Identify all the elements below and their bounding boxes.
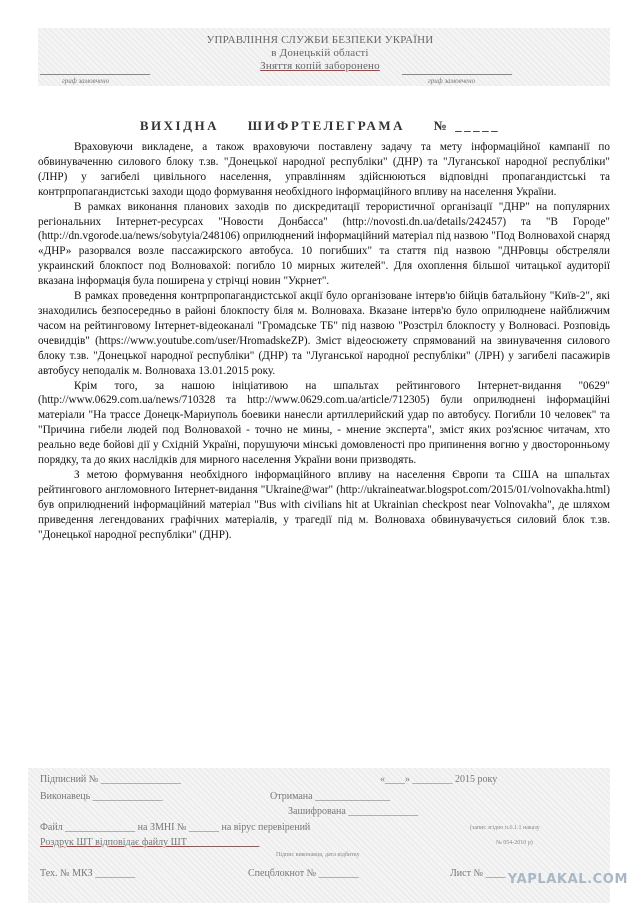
paragraph: В рамках проведення контрпропагандистської акції було організоване інтерв'ю бійців батальйону "Київ-2", які знаходились безпосередньо в районі блокпосту біля м. Волноваха. Вказане інтерв'ю було оприлюднене найближчим часом на рейтинговому Інтернет-відеоканалі "Громадське ТБ" під назвою "Розстріл блокпосту у Волновасі. Розповідь очевидців" (https://www.youtube.com/user/HromadskeZP). Зміст відеосюжету спрямований на звинувачення силового блоку т.зв. "Донецької народної республіки" (ДНР) та "Луганської народної республіки" (ЛРН) у загибелі пасажирів автобусу неподалік м. Волноваха 13.01.2015 року. (38, 290, 610, 377)
header-organization: УПРАВЛІННЯ СЛУЖБИ БЕЗПЕКИ УКРАЇНИ (206, 34, 434, 46)
document-body (38, 140, 610, 542)
stamp-line-right (402, 74, 512, 75)
footer-tech: Тех. № МКЗ ________ (40, 868, 136, 879)
footer-file-note: (запис згідно п.6.1.1 наказу (470, 825, 540, 831)
stamp-label-left: гриф замовчено (62, 77, 110, 85)
header-region: в Донецькій області (271, 47, 369, 59)
stamp-label-right: гриф замовчено (428, 77, 476, 85)
paragraph: З метою формування необхідного інформаційного впливу на населення Європи та США на шпальтах рейтингового англомовного Інтернет-видання "Ukraine@war" (http://ukraineatwar.blogspot.com/2015/01/volnovakha.html) був оприлюднений інформаційний матеріал "Bus with civilians hit at Ukrainian checkpost near Volnovakha", де шляхом приведення легендованих графічних матеріалів, у трагедії під м. Волноваха обвинувачується силовий блок т.зв. "Донецької народної республіки" (ДНР). (38, 468, 610, 541)
paragraph: Враховуючи викладене, а також враховуючи поставлену задачу та мету інформаційної кампанії по обвинуваченню силового блоку т.зв. "Донецької народної республіки" (ДНР) та "Луганської народної республіки" (ЛНР) у загибелі цивільного населення, управлінням здійснюються відповідні пропагандистські та контрпропагандистські заходи щодо формування необхідного інформаційного впливу на населення України. (38, 141, 610, 198)
classification-stamps (0, 70, 640, 84)
footer-executor: Виконавець ______________ (40, 791, 163, 802)
stamp-line-left (40, 74, 150, 75)
paragraph: Крім того, за нашою ініціативою на шпальтах рейтингового Інтернет-видання "0629" (http://www.0629.com.ua/news/710328 та http://www.0629.com.ua/article/712305) були оприлюднені інформаційні матеріали "На трассе Донецк-Мариуполь боевики нанесли артиллерийский удар по автобусу. Погибли 10 человек" та "Причина гибели людей под Волновахой - точно не мины, - мнение эксперта", зміст яких роз'яснює читачам, хто реально веде бойові дії у Східній Україні, порушуючи мінські домовленості про припинення вогню у двосторонньому порядку, та до яких наслідків для мирного населення України вони призводять. (38, 379, 610, 467)
footer-recorded: Зашифрована ______________ (288, 806, 419, 817)
footer-signed: Підписний № ________________ (40, 774, 181, 785)
paragraph: В рамках виконання планових заходів по дискредитації терористичної організації "ДНР" на популярних регіональних Інтернет-ресурсах "Новости Донбасса" (http://novosti.dn.ua/details/242457) та "В Городе" (http://dn.vgorode.ua/news/sobytyia/248106) оприлюднений інформаційний матеріал під назвою "Под Волновахой снаряд «ДНР» разорвался возле пассажирского автобуса. 10 погибших" та стаття під назвою "ДНРовцы обстреляли украинский блокпост под Волновахой: погибло 10 мирных жителей". Для охоплення більшої читацької аудиторії вказана інформація була поширена у стрічці новин "Укрнет". (38, 200, 610, 288)
footer-file: Файл ______________ на ЗМНІ № ______ на вірус перевірений (40, 822, 311, 833)
header-no-copy-notice: Зняття копій заборонено (260, 60, 380, 72)
footer-sign-note: Підпис виконавця, дата відбитку (276, 852, 360, 858)
watermark-logo: YAPLAKAL.COM (507, 872, 628, 887)
footer-spec: Спецблокнот № ________ (248, 868, 359, 879)
footer-received: Отримана _______________ (270, 791, 391, 802)
document-title: ВИХІДНА ШИФРТЕЛЕГРАМА № _____ (139, 118, 501, 133)
footer-printout: Роздрук ШТ відповідає файлу ШТ ______________ (40, 837, 260, 848)
footer-printout-note: № 054-2010 р) (496, 840, 533, 846)
footer-date: «____» ________ 2015 року (380, 774, 498, 785)
footer-sheet: Лист № ____ (450, 868, 506, 879)
